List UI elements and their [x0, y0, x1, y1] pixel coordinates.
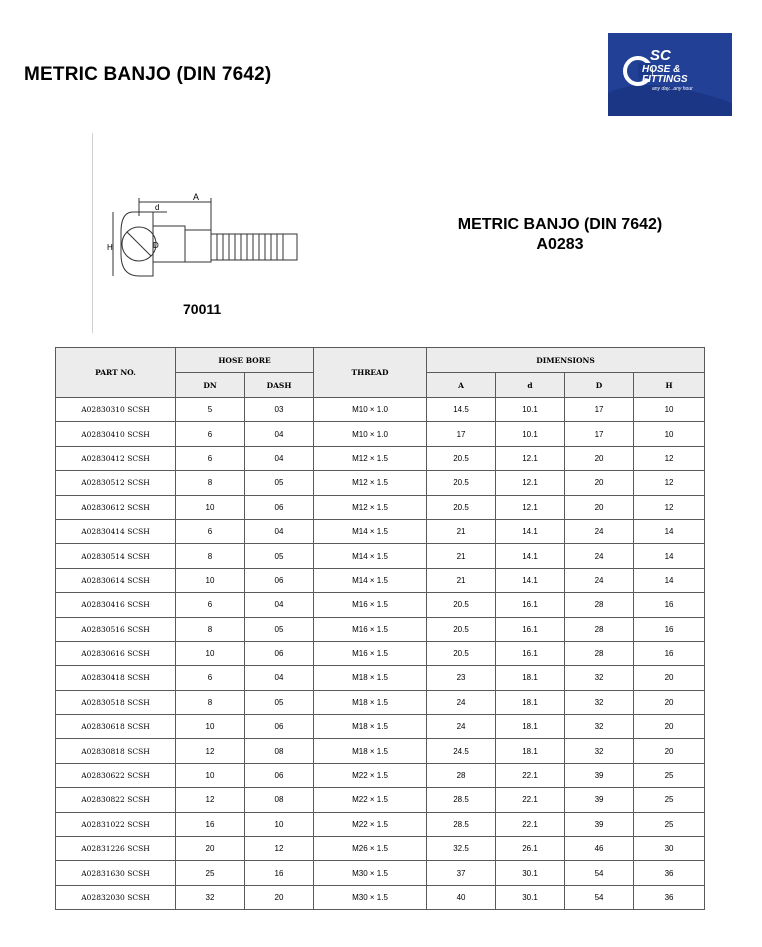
cell-dn: 8	[176, 544, 245, 568]
cell-h: 12	[634, 495, 705, 519]
cell-thread: M16 × 1.5	[314, 617, 427, 641]
header-thread: THREAD	[314, 348, 427, 398]
product-code: A0283	[536, 236, 584, 253]
cell-thread: M22 × 1.5	[314, 788, 427, 812]
cell-dn: 6	[176, 519, 245, 543]
cell-d-big: 46	[565, 837, 634, 861]
table-row	[56, 471, 705, 495]
cell-d-small: 14.1	[496, 519, 565, 543]
cell-h: 25	[634, 763, 705, 787]
cell-h: 16	[634, 641, 705, 665]
table-row	[56, 885, 705, 909]
table-row	[56, 837, 705, 861]
header-dash: DASH	[245, 373, 314, 398]
cell-dash: 04	[245, 666, 314, 690]
dimension-label-d-small: d	[155, 203, 160, 212]
cell-d-small: 18.1	[496, 739, 565, 763]
table-row	[56, 788, 705, 812]
cell-d-big: 24	[565, 568, 634, 592]
cell-d-small: 14.1	[496, 568, 565, 592]
cell-d-big: 54	[565, 861, 634, 885]
table-row	[56, 593, 705, 617]
cell-dash: 04	[245, 446, 314, 470]
cell-dn: 25	[176, 861, 245, 885]
divider-line	[92, 133, 93, 333]
cell-dash: 08	[245, 788, 314, 812]
cell-d-small: 18.1	[496, 666, 565, 690]
cell-dash: 12	[245, 837, 314, 861]
cell-dn: 10	[176, 495, 245, 519]
cell-thread: M18 × 1.5	[314, 666, 427, 690]
cell-d-big: 39	[565, 788, 634, 812]
cell-a: 17	[427, 422, 496, 446]
cell-d-small: 22.1	[496, 788, 565, 812]
cell-d-small: 30.1	[496, 861, 565, 885]
cell-dash: 16	[245, 861, 314, 885]
cell-d-big: 32	[565, 715, 634, 739]
cell-thread: M10 × 1.0	[314, 398, 427, 422]
cell-h: 16	[634, 593, 705, 617]
cell-d-small: 10.1	[496, 398, 565, 422]
logo-tagline: any day...any hour	[652, 86, 693, 92]
table-row	[56, 398, 705, 422]
cell-h: 20	[634, 666, 705, 690]
cell-dn: 6	[176, 593, 245, 617]
cell-d-big: 39	[565, 812, 634, 836]
cell-a: 21	[427, 568, 496, 592]
table-row	[56, 739, 705, 763]
dimension-label-a: A	[193, 192, 200, 202]
cell-h: 16	[634, 617, 705, 641]
cell-d-big: 32	[565, 666, 634, 690]
cell-dash: 04	[245, 422, 314, 446]
table-row	[56, 446, 705, 470]
cell-part-no: A02830514 SCSH	[56, 544, 176, 568]
cell-part-no: A02830622 SCSH	[56, 763, 176, 787]
cell-d-big: 17	[565, 422, 634, 446]
cell-a: 21	[427, 519, 496, 543]
table-row	[56, 544, 705, 568]
table-row	[56, 641, 705, 665]
cell-d-small: 26.1	[496, 837, 565, 861]
product-heading	[410, 215, 710, 255]
cell-dash: 10	[245, 812, 314, 836]
cell-a: 28	[427, 763, 496, 787]
cell-dash: 06	[245, 568, 314, 592]
cell-d-big: 54	[565, 885, 634, 909]
cell-a: 24	[427, 690, 496, 714]
cell-part-no: A02830412 SCSH	[56, 446, 176, 470]
cell-h: 12	[634, 446, 705, 470]
cell-part-no: A02830418 SCSH	[56, 666, 176, 690]
cell-h: 20	[634, 690, 705, 714]
cell-d-small: 16.1	[496, 617, 565, 641]
cell-part-no: A02830616 SCSH	[56, 641, 176, 665]
cell-a: 20.5	[427, 641, 496, 665]
banjo-fitting-icon	[105, 190, 305, 290]
cell-a: 20.5	[427, 617, 496, 641]
cell-d-small: 16.1	[496, 641, 565, 665]
cell-thread: M22 × 1.5	[314, 812, 427, 836]
cell-a: 14.5	[427, 398, 496, 422]
cell-d-big: 17	[565, 398, 634, 422]
cell-h: 10	[634, 422, 705, 446]
cell-part-no: A02830618 SCSH	[56, 715, 176, 739]
cell-dn: 8	[176, 690, 245, 714]
dimension-label-h: H	[107, 243, 113, 252]
cell-thread: M22 × 1.5	[314, 763, 427, 787]
header-d-big: D	[565, 373, 634, 398]
cell-a: 21	[427, 544, 496, 568]
table-row	[56, 715, 705, 739]
cell-part-no: A02830818 SCSH	[56, 739, 176, 763]
table-row	[56, 617, 705, 641]
cell-part-no: A02830310 SCSH	[56, 398, 176, 422]
cell-h: 30	[634, 837, 705, 861]
cell-dash: 08	[245, 739, 314, 763]
dimension-label-d-big: D	[153, 241, 159, 250]
cell-part-no: A02830410 SCSH	[56, 422, 176, 446]
header-dimensions: DIMENSIONS	[427, 348, 705, 373]
cell-d-big: 20	[565, 495, 634, 519]
cell-h: 14	[634, 568, 705, 592]
logo-fittings-text: FITTINGS	[642, 74, 688, 85]
header-d-small: d	[496, 373, 565, 398]
cell-dn: 16	[176, 812, 245, 836]
cell-thread: M30 × 1.5	[314, 861, 427, 885]
cell-d-small: 14.1	[496, 544, 565, 568]
cell-d-small: 18.1	[496, 715, 565, 739]
cell-dash: 05	[245, 544, 314, 568]
product-title: METRIC BANJO (DIN 7642)	[457, 216, 663, 233]
cell-part-no: A02831022 SCSH	[56, 812, 176, 836]
cell-part-no: A02832030 SCSH	[56, 885, 176, 909]
cell-h: 25	[634, 788, 705, 812]
cell-d-big: 20	[565, 446, 634, 470]
cell-thread: M14 × 1.5	[314, 568, 427, 592]
cell-d-small: 30.1	[496, 885, 565, 909]
cell-part-no: A02830512 SCSH	[56, 471, 176, 495]
page-title: METRIC BANJO (DIN 7642)	[24, 64, 272, 85]
cell-d-small: 12.1	[496, 471, 565, 495]
cell-dash: 05	[245, 617, 314, 641]
cell-dn: 10	[176, 763, 245, 787]
company-logo	[608, 33, 732, 116]
logo-hose-text: HOSE &	[642, 64, 681, 75]
cell-a: 23	[427, 666, 496, 690]
table-row	[56, 763, 705, 787]
cell-h: 20	[634, 739, 705, 763]
cell-part-no: A02830612 SCSH	[56, 495, 176, 519]
cell-dn: 20	[176, 837, 245, 861]
cell-dn: 10	[176, 568, 245, 592]
cell-dn: 12	[176, 739, 245, 763]
cell-a: 28.5	[427, 788, 496, 812]
cell-a: 20.5	[427, 471, 496, 495]
cell-d-big: 28	[565, 617, 634, 641]
cell-a: 28.5	[427, 812, 496, 836]
cell-h: 36	[634, 885, 705, 909]
cell-thread: M26 × 1.5	[314, 837, 427, 861]
banjo-fitting-drawing	[105, 190, 305, 290]
table-row	[56, 861, 705, 885]
cell-h: 10	[634, 398, 705, 422]
drawing-code: 70011	[183, 301, 222, 317]
cell-h: 14	[634, 544, 705, 568]
cell-a: 20.5	[427, 446, 496, 470]
table-row	[56, 495, 705, 519]
cell-part-no: A02831630 SCSH	[56, 861, 176, 885]
cell-dash: 05	[245, 471, 314, 495]
cell-dn: 6	[176, 666, 245, 690]
table-body	[56, 398, 705, 910]
header-hose-bore: HOSE BORE	[176, 348, 314, 373]
cell-dash: 06	[245, 641, 314, 665]
cell-a: 24.5	[427, 739, 496, 763]
table-row	[56, 519, 705, 543]
cell-dn: 10	[176, 641, 245, 665]
cell-h: 14	[634, 519, 705, 543]
specifications-table	[55, 347, 705, 910]
cell-thread: M18 × 1.5	[314, 739, 427, 763]
cell-d-big: 24	[565, 544, 634, 568]
cell-a: 20.5	[427, 495, 496, 519]
cell-part-no: A02830614 SCSH	[56, 568, 176, 592]
cell-part-no: A02830518 SCSH	[56, 690, 176, 714]
table-row	[56, 422, 705, 446]
header-h: H	[634, 373, 705, 398]
header-a: A	[427, 373, 496, 398]
cell-dash: 06	[245, 495, 314, 519]
cell-thread: M10 × 1.0	[314, 422, 427, 446]
cell-dash: 20	[245, 885, 314, 909]
logo-sc-text: SC	[650, 47, 671, 64]
cell-dn: 8	[176, 617, 245, 641]
cell-a: 37	[427, 861, 496, 885]
cell-dn: 32	[176, 885, 245, 909]
cell-d-small: 18.1	[496, 690, 565, 714]
cell-thread: M14 × 1.5	[314, 519, 427, 543]
cell-thread: M14 × 1.5	[314, 544, 427, 568]
cell-part-no: A02830416 SCSH	[56, 593, 176, 617]
cell-thread: M18 × 1.5	[314, 715, 427, 739]
cell-dn: 8	[176, 471, 245, 495]
cell-dn: 6	[176, 422, 245, 446]
cell-d-small: 10.1	[496, 422, 565, 446]
cell-h: 36	[634, 861, 705, 885]
cell-dash: 03	[245, 398, 314, 422]
cell-dn: 12	[176, 788, 245, 812]
cell-thread: M18 × 1.5	[314, 690, 427, 714]
cell-part-no: A02831226 SCSH	[56, 837, 176, 861]
cell-dash: 06	[245, 763, 314, 787]
cell-d-small: 22.1	[496, 763, 565, 787]
cell-d-big: 32	[565, 690, 634, 714]
cell-part-no: A02830822 SCSH	[56, 788, 176, 812]
cell-a: 20.5	[427, 593, 496, 617]
cell-dash: 04	[245, 593, 314, 617]
cell-thread: M30 × 1.5	[314, 885, 427, 909]
cell-d-small: 22.1	[496, 812, 565, 836]
cell-part-no: A02830414 SCSH	[56, 519, 176, 543]
cell-a: 40	[427, 885, 496, 909]
cell-h: 20	[634, 715, 705, 739]
table-row	[56, 666, 705, 690]
cell-thread: M16 × 1.5	[314, 641, 427, 665]
cell-d-small: 12.1	[496, 446, 565, 470]
cell-h: 25	[634, 812, 705, 836]
cell-d-big: 32	[565, 739, 634, 763]
cell-dn: 6	[176, 446, 245, 470]
header-part-no: PART NO.	[56, 348, 176, 398]
cell-d-small: 12.1	[496, 495, 565, 519]
cell-d-big: 28	[565, 593, 634, 617]
cell-dash: 05	[245, 690, 314, 714]
cell-d-small: 16.1	[496, 593, 565, 617]
cell-thread: M12 × 1.5	[314, 446, 427, 470]
cell-h: 12	[634, 471, 705, 495]
cell-d-big: 20	[565, 471, 634, 495]
table-row	[56, 568, 705, 592]
header-dn: DN	[176, 373, 245, 398]
cell-dn: 10	[176, 715, 245, 739]
cell-d-big: 24	[565, 519, 634, 543]
cell-dash: 04	[245, 519, 314, 543]
cell-part-no: A02830516 SCSH	[56, 617, 176, 641]
cell-d-big: 39	[565, 763, 634, 787]
table-row	[56, 690, 705, 714]
cell-thread: M12 × 1.5	[314, 495, 427, 519]
cell-thread: M12 × 1.5	[314, 471, 427, 495]
cell-d-big: 28	[565, 641, 634, 665]
cell-a: 24	[427, 715, 496, 739]
cell-dash: 06	[245, 715, 314, 739]
cell-a: 32.5	[427, 837, 496, 861]
cell-dn: 5	[176, 398, 245, 422]
cell-thread: M16 × 1.5	[314, 593, 427, 617]
table-row	[56, 812, 705, 836]
